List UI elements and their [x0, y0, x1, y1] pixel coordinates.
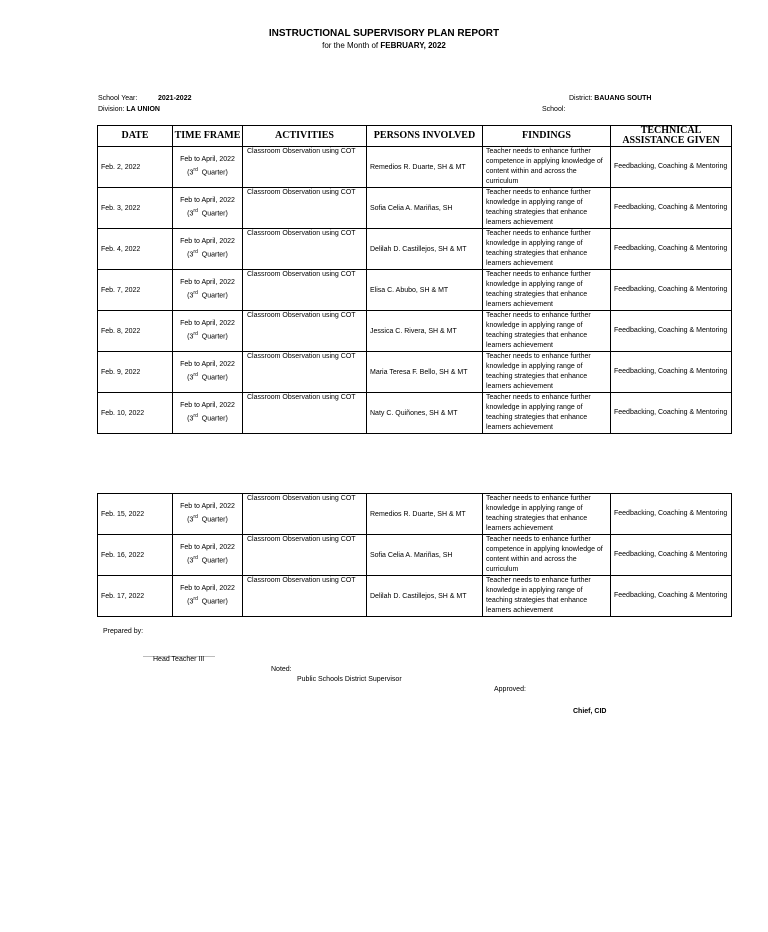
header-technical-assistance: TECHNICAL ASSISTANCE GIVEN [611, 126, 732, 147]
cell-assistance: Feedbacking, Coaching & Mentoring [611, 494, 732, 535]
table-row [98, 311, 732, 352]
cell-assistance: Feedbacking, Coaching & Mentoring [611, 535, 732, 576]
noted-label: Noted: [271, 666, 292, 673]
division-value: LA UNION [126, 106, 160, 113]
time-frame-num: 3 [189, 557, 194, 565]
cell-activity: Classroom Observation using COT [243, 311, 367, 352]
cell-activity: Classroom Observation using COT [243, 229, 367, 270]
cell-time-frame: Feb to April, 2022 (3rd Quarter) [173, 352, 243, 393]
cell-assistance: Feedbacking, Coaching & Mentoring [611, 576, 732, 617]
table-row [98, 270, 732, 311]
cell-person: Remedios R. Duarte, SH & MT [367, 147, 483, 188]
cell-assistance: Feedbacking, Coaching & Mentoring [611, 270, 732, 311]
cell-time-frame: Feb to April, 2022 (3rd Quarter) [173, 576, 243, 617]
cell-date: Feb. 10, 2022 [98, 393, 173, 434]
time-frame-num: 3 [189, 292, 194, 300]
cell-person: Remedios R. Duarte, SH & MT [367, 494, 483, 535]
cell-date: Feb. 3, 2022 [98, 188, 173, 229]
cell-finding: Teacher needs to enhance further competence in applying knowledge of content within and across the curriculum [483, 535, 611, 576]
cell-time-frame: Feb to April, 2022 (3rd Quarter) [173, 494, 243, 535]
time-frame-line1: Feb to April, 2022 [180, 320, 235, 328]
cell-date: Feb. 17, 2022 [98, 576, 173, 617]
approved-role: Chief, CID [573, 708, 607, 715]
time-frame-line1: Feb to April, 2022 [180, 238, 235, 246]
header-persons-involved: PERSONS INVOLVED [367, 126, 483, 147]
approved-label: Approved: [494, 686, 526, 693]
cell-activity: Classroom Observation using COT [243, 147, 367, 188]
cell-assistance: Feedbacking, Coaching & Mentoring [611, 393, 732, 434]
cell-finding: Teacher needs to enhance further knowledge in applying range of teaching strategies that enhance learners achievement [483, 576, 611, 617]
school-label: School: [542, 106, 566, 113]
cell-time-frame: Feb to April, 2022 (3rd Quarter) [173, 311, 243, 352]
cell-activity: Classroom Observation using COT [243, 270, 367, 311]
cell-time-frame: Feb to April, 2022 (3rd Quarter) [173, 229, 243, 270]
district-value: BAUANG SOUTH [594, 95, 652, 102]
cell-activity: Classroom Observation using COT [243, 393, 367, 434]
time-frame-word: Quarter) [201, 292, 228, 300]
school-year-label: School Year: [98, 95, 138, 102]
division-line [98, 106, 160, 113]
time-frame-word: Quarter) [201, 210, 228, 218]
time-frame-sup: rd [193, 331, 198, 338]
time-frame-num: 3 [189, 169, 194, 177]
cell-person: Maria Teresa F. Bello, SH & MT [367, 352, 483, 393]
cell-time-frame: Feb to April, 2022 (3rd Quarter) [173, 535, 243, 576]
cell-person: Naty C. Quiñones, SH & MT [367, 393, 483, 434]
cell-person: Sofia Celia A. Mariñas, SH [367, 535, 483, 576]
time-frame-sup: rd [193, 208, 198, 215]
time-frame-num: 3 [189, 415, 194, 423]
cell-assistance: Feedbacking, Coaching & Mentoring [611, 188, 732, 229]
time-frame-sup: rd [193, 290, 198, 297]
cell-date: Feb. 7, 2022 [98, 270, 173, 311]
cell-finding: Teacher needs to enhance further knowledge in applying range of teaching strategies that enhance learners achievement [483, 270, 611, 311]
cell-activity: Classroom Observation using COT [243, 576, 367, 617]
time-frame-sup: rd [193, 413, 198, 420]
time-frame-num: 3 [189, 333, 194, 341]
table-row [98, 494, 732, 535]
cell-person: Elisa C. Abubo, SH & MT [367, 270, 483, 311]
cell-date: Feb. 4, 2022 [98, 229, 173, 270]
cell-assistance: Feedbacking, Coaching & Mentoring [611, 229, 732, 270]
header-time-frame: TIME FRAME [173, 126, 243, 147]
prepared-role: Head Teacher III [153, 656, 205, 663]
time-frame-line1: Feb to April, 2022 [180, 585, 235, 593]
noted-role: Public Schools District Supervisor [297, 676, 402, 683]
cell-assistance: Feedbacking, Coaching & Mentoring [611, 147, 732, 188]
cell-activity: Classroom Observation using COT [243, 535, 367, 576]
cell-finding: Teacher needs to enhance further competence in applying knowledge of content within and across the curriculum [483, 147, 611, 188]
time-frame-num: 3 [189, 210, 194, 218]
time-frame-sup: rd [193, 372, 198, 379]
table-row [98, 229, 732, 270]
cell-finding: Teacher needs to enhance further knowledge in applying range of teaching strategies that enhance learners achievement [483, 188, 611, 229]
table-header-row [98, 126, 732, 147]
cell-date: Feb. 8, 2022 [98, 311, 173, 352]
cell-finding: Teacher needs to enhance further knowledge in applying range of teaching strategies that enhance learners achievement [483, 393, 611, 434]
cell-activity: Classroom Observation using COT [243, 188, 367, 229]
district-line [569, 95, 651, 102]
time-frame-line1: Feb to April, 2022 [180, 156, 235, 164]
cell-date: Feb. 15, 2022 [98, 494, 173, 535]
cell-person: Sofia Celia A. Mariñas, SH [367, 188, 483, 229]
time-frame-sup: rd [193, 249, 198, 256]
cell-date: Feb. 16, 2022 [98, 535, 173, 576]
cell-date: Feb. 9, 2022 [98, 352, 173, 393]
cell-finding: Teacher needs to enhance further knowledge in applying range of teaching strategies that enhance learners achievement [483, 229, 611, 270]
time-frame-word: Quarter) [201, 557, 228, 565]
school-year-value: 2021-2022 [158, 95, 192, 102]
cell-assistance: Feedbacking, Coaching & Mentoring [611, 352, 732, 393]
time-frame-word: Quarter) [201, 169, 228, 177]
prepared-by-label: Prepared by: [103, 628, 144, 635]
table-row [98, 576, 732, 617]
cell-activity: Classroom Observation using COT [243, 352, 367, 393]
time-frame-line1: Feb to April, 2022 [180, 361, 235, 369]
time-frame-num: 3 [189, 251, 194, 259]
time-frame-num: 3 [189, 598, 194, 606]
division-label: Division: [98, 106, 125, 113]
time-frame-line1: Feb to April, 2022 [180, 197, 235, 205]
time-frame-sup: rd [193, 514, 198, 521]
table-row [98, 188, 732, 229]
subtitle-prefix: for the Month of [322, 41, 379, 50]
cell-person: Delilah D. Castillejos, SH & MT [367, 576, 483, 617]
cell-person: Jessica C. Rivera, SH & MT [367, 311, 483, 352]
cell-time-frame: Feb to April, 2022 (3rd Quarter) [173, 393, 243, 434]
time-frame-num: 3 [189, 516, 194, 524]
time-frame-word: Quarter) [201, 374, 228, 382]
time-frame-sup: rd [193, 555, 198, 562]
time-frame-word: Quarter) [201, 251, 228, 259]
header-activities: ACTIVITIES [243, 126, 367, 147]
time-frame-line1: Feb to April, 2022 [180, 402, 235, 410]
cell-person: Delilah D. Castillejos, SH & MT [367, 229, 483, 270]
cell-time-frame: Feb to April, 2022 (3rd Quarter) [173, 188, 243, 229]
plan-table-page-1 [97, 125, 732, 434]
header-date: DATE [98, 126, 173, 147]
report-month: FEBRUARY, 2022 [380, 41, 446, 50]
report-title: INSTRUCTIONAL SUPERVISORY PLAN REPORT [268, 28, 500, 39]
time-frame-word: Quarter) [201, 333, 228, 341]
time-frame-word: Quarter) [201, 415, 228, 423]
time-frame-line1: Feb to April, 2022 [180, 544, 235, 552]
cell-assistance: Feedbacking, Coaching & Mentoring [611, 311, 732, 352]
time-frame-word: Quarter) [201, 516, 228, 524]
plan-table-page-2 [97, 493, 732, 617]
cell-finding: Teacher needs to enhance further knowledge in applying range of teaching strategies that enhance learners achievement [483, 311, 611, 352]
report-subtitle [0, 41, 768, 50]
time-frame-sup: rd [193, 167, 198, 174]
time-frame-num: 3 [189, 374, 194, 382]
cell-time-frame: Feb to April, 2022 (3rd Quarter) [173, 270, 243, 311]
cell-date: Feb. 2, 2022 [98, 147, 173, 188]
table-row [98, 393, 732, 434]
cell-activity: Classroom Observation using COT [243, 494, 367, 535]
time-frame-sup: rd [193, 596, 198, 603]
table-row [98, 352, 732, 393]
header-findings: FINDINGS [483, 126, 611, 147]
table-row [98, 535, 732, 576]
table-row [98, 147, 732, 188]
cell-time-frame: Feb to April, 2022 (3rd Quarter) [173, 147, 243, 188]
time-frame-line1: Feb to April, 2022 [180, 279, 235, 287]
time-frame-word: Quarter) [201, 598, 228, 606]
time-frame-line1: Feb to April, 2022 [180, 503, 235, 511]
district-label: District: [569, 95, 593, 102]
cell-finding: Teacher needs to enhance further knowledge in applying range of teaching strategies that enhance learners achievement [483, 352, 611, 393]
cell-finding: Teacher needs to enhance further knowledge in applying range of teaching strategies that enhance learners achievement [483, 494, 611, 535]
